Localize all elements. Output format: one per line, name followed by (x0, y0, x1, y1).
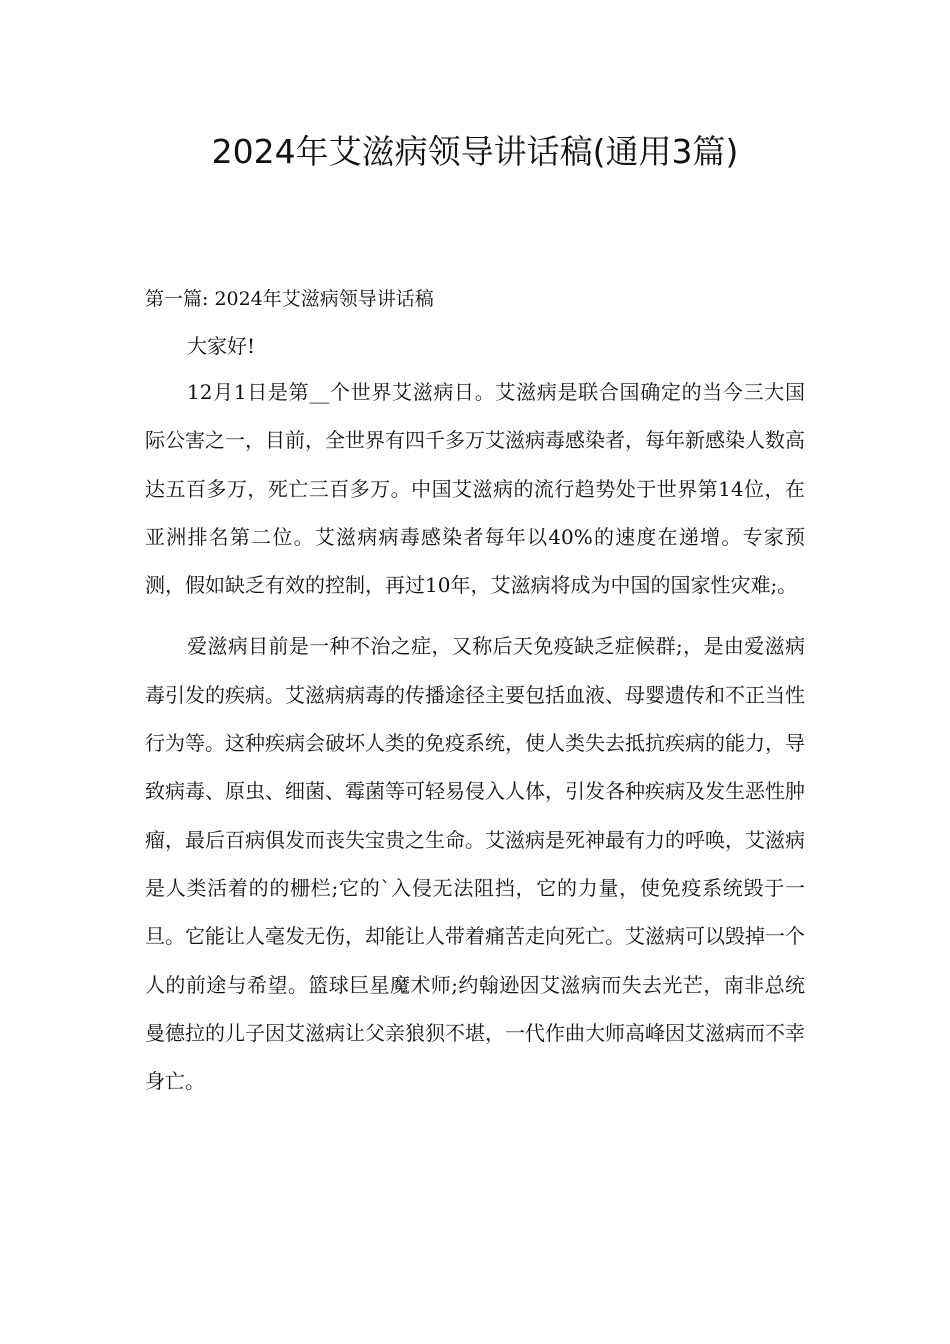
document-title: 2024年艾滋病领导讲话稿(通用3篇) (211, 132, 739, 171)
document-body (145, 280, 805, 1105)
body-paragraph-2: 爱滋病目前是一种不治之症，又称后天免疫缺乏症候群;，是由爱滋病毒引发的疾病。艾滋病病毒的传播途径主要包括血液、母婴遗传和不正当性行为等。这种疾病会破坏人类的免疫系统，使人类失去抵抗疾病的能力，导致病毒、原虫、细菌、霉菌等可轻易侵入人体，引发各种疾病及发生恶性肿瘤，最后百病俱发而丧失宝贵之生命。艾滋病是死神最有力的呼唤，艾滋病是人类活着的的栅栏;它的`入侵无法阻挡，它的力量，使免疫系统毁于一旦。它能让人毫发无伤，却能让人带着痛苦走向死亡。艾滋病可以毁掉一个人的前途与希望。篮球巨星魔术师;约翰逊因艾滋病而失去光芒，南非总统曼德拉的儿子因艾滋病让父亲狼狈不堪，一代作曲大师高峰因艾滋病而不幸身亡。 (145, 634, 805, 1094)
section-heading: 第一篇: 2024年艾滋病领导讲话稿 (145, 288, 434, 310)
body-paragraph-1: 12月1日是第__个世界艾滋病日。艾滋病是联合国确定的当今三大国际公害之一，目前，全世界有四千多万艾滋病毒感染者，每年新感染人数高达五百多万，死亡三百多万。中国艾滋病的流行趋势处于世界第14位，在亚洲排名第二位。艾滋病病毒感染者每年以40%的速度在递增。专家预测，假如缺乏有效的控制，再过10年，艾滋病将成为中国的国家性灾难;。 (145, 380, 805, 598)
greeting-paragraph: 大家好! (187, 334, 256, 358)
